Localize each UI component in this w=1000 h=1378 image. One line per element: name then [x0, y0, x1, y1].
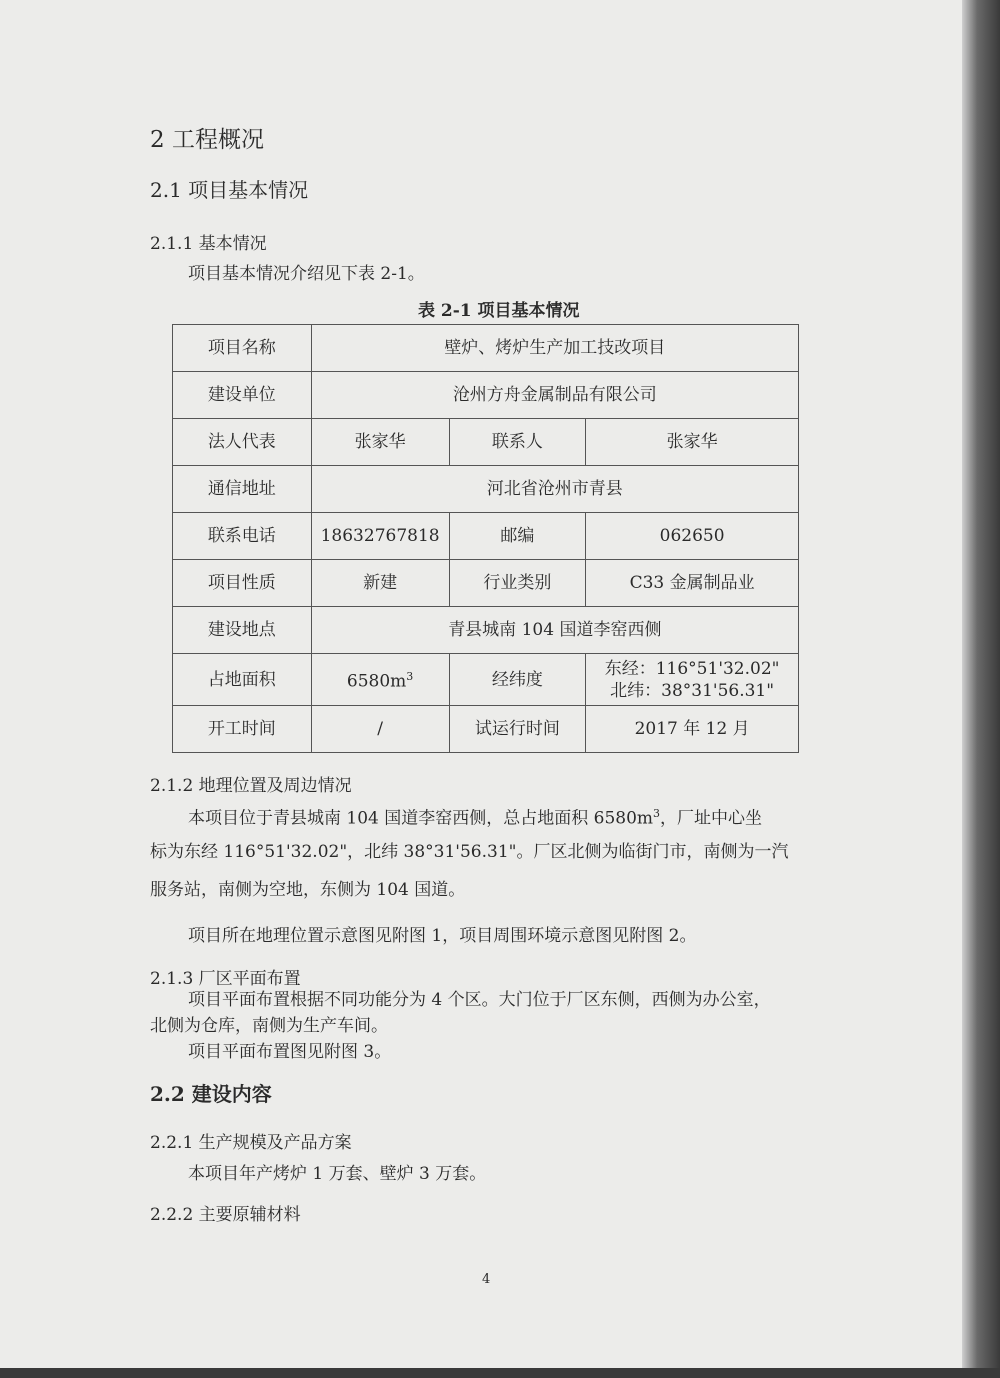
section-2-2-1-title: 2.2.1 生产规模及产品方案 [150, 1133, 352, 1153]
section-2-2-1-text: 本项目年产烤炉 1 万套、壁炉 3 万套。 [188, 1164, 487, 1184]
section-2-1-2-paragraph-2: 项目所在地理位置示意图见附图 1，项目周围环境示意图见附图 2。 [188, 926, 697, 946]
table-value-cell: / [311, 706, 449, 753]
table-row [173, 372, 799, 419]
table-value-cell: C33 金属制品业 [586, 560, 799, 607]
table-row [173, 419, 799, 466]
page-number: 4 [482, 1272, 491, 1287]
section-2-1-3-line-2: 北侧为仓库，南侧为生产车间。 [150, 1016, 388, 1036]
table-value-cell: 张家华 [586, 419, 799, 466]
table-row [173, 560, 799, 607]
table-value-cell: 062650 [586, 513, 799, 560]
section-2-1-3-line-1: 项目平面布置根据不同功能分为 4 个区。大门位于厂区东侧，西侧为办公室， [188, 990, 771, 1010]
section-2-1-2-line-1 [188, 804, 762, 829]
section-2-1-3-title: 2.1.3 厂区平面布置 [150, 969, 301, 989]
chapter-title: 2 工程概况 [150, 127, 264, 153]
table-value-cell: 张家华 [311, 419, 449, 466]
table-label-cell: 试运行时间 [449, 706, 586, 753]
scan-edge-bottom [0, 1368, 1000, 1378]
section-2-1-3-line-3: 项目平面布置图见附图 3。 [188, 1042, 392, 1062]
table-value-cell: 壁炉、烤炉生产加工技改项目 [311, 325, 798, 372]
area-value: 6580m [346, 671, 407, 692]
table-value-cell: 新建 [311, 560, 449, 607]
table-row [173, 325, 799, 372]
table-label-cell: 联系人 [449, 419, 586, 466]
table-row [173, 706, 799, 753]
area-superscript: 3 [406, 670, 414, 684]
table-label-cell: 行业类别 [449, 560, 586, 607]
table-row [173, 466, 799, 513]
section-2-1-1-title: 2.1.1 基本情况 [150, 234, 267, 254]
table-label-cell: 建设地点 [173, 607, 312, 654]
section-2-1-2-title: 2.1.2 地理位置及周边情况 [150, 776, 352, 796]
table-row [173, 607, 799, 654]
latitude-value: 北纬：38°31'56.31" [610, 680, 775, 701]
table-label-cell: 法人代表 [173, 419, 312, 466]
table-row [173, 654, 799, 706]
area-superscript: 3 [653, 807, 661, 820]
table-label-cell: 开工时间 [173, 706, 312, 753]
table-value-cell: 沧州方舟金属制品有限公司 [311, 372, 798, 419]
section-2-1-title: 2.1 项目基本情况 [150, 178, 309, 202]
table-label-cell: 占地面积 [173, 654, 312, 706]
table-label-cell: 邮编 [449, 513, 586, 560]
table-label-cell: 项目名称 [173, 325, 312, 372]
longitude-value: 东经：116°51'32.02" [604, 658, 780, 679]
table-label-cell: 建设单位 [173, 372, 312, 419]
section-2-2-title: 2.2 建设内容 [150, 1082, 272, 1106]
table-label-cell: 通信地址 [173, 466, 312, 513]
section-2-2-2-title: 2.2.2 主要原辅材料 [150, 1205, 301, 1225]
section-2-1-1-text: 项目基本情况介绍见下表 2-1。 [188, 264, 425, 284]
table-value-cell: 青县城南 104 国道李窑西侧 [311, 607, 798, 654]
table-value-cell [311, 654, 449, 706]
section-2-1-2-line-2: 标为东经 116°51'32.02"，北纬 38°31'56.31"。厂区北侧为临街门市，南侧为一汽 [150, 842, 789, 862]
table-value-cell [586, 654, 799, 706]
table-value-cell: 2017 年 12 月 [586, 706, 799, 753]
table-caption: 表 2-1 项目基本情况 [418, 301, 580, 321]
scan-edge-right [962, 0, 1000, 1378]
table-value-cell: 18632767818 [311, 513, 449, 560]
table-label-cell: 经纬度 [449, 654, 586, 706]
section-2-1-2-line-3: 服务站，南侧为空地，东侧为 104 国道。 [150, 880, 466, 900]
table-row [173, 513, 799, 560]
project-info-table [172, 324, 799, 753]
table-value-cell: 河北省沧州市青县 [311, 466, 798, 513]
table-label-cell: 项目性质 [173, 560, 312, 607]
table-label-cell: 联系电话 [173, 513, 312, 560]
line-1-end: ，厂址中心坐 [660, 808, 763, 829]
line-1-start: 本项目位于青县城南 104 国道李窑西侧，总占地面积 6580m [188, 808, 654, 829]
